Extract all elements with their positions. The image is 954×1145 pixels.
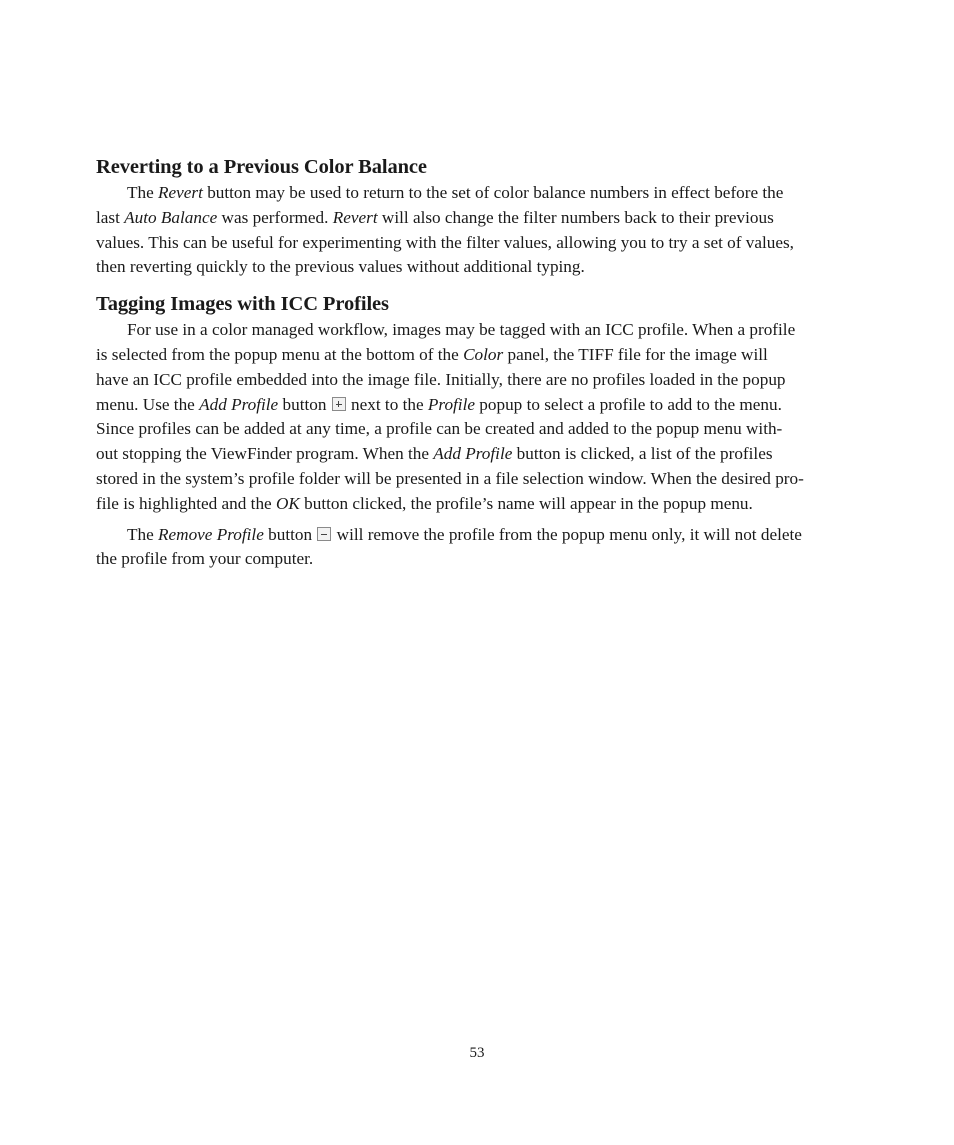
document-page	[96, 153, 858, 572]
text-line: file is highlighted and the OK button clicked, the profile’s name will appear in the popup menu.	[96, 493, 753, 513]
add-profile-icon	[332, 397, 346, 411]
italic-term: Profile	[427, 394, 475, 414]
paragraph-icc-profiles	[96, 318, 858, 516]
section-heading-reverting: Reverting to a Previous Color Balance	[96, 156, 427, 178]
text-line: Since profiles can be added at any time, a profile can be created and added to the popup menu with-	[96, 419, 783, 439]
italic-term: Add Profile	[199, 394, 279, 414]
remove-profile-icon	[317, 527, 331, 541]
text-line: out stopping the ViewFinder program. When the Add Profile button is clicked, a list of the profiles	[96, 444, 773, 464]
page-number: 53	[469, 1045, 485, 1061]
text-line: last Auto Balance was performed. Revert will also change the filter numbers back to their previous	[96, 207, 774, 227]
text-line: then reverting quickly to the previous values without additional typing.	[96, 257, 585, 277]
italic-term: Auto Balance	[124, 207, 218, 227]
paragraph-remove-profile	[96, 523, 858, 573]
text-line: stored in the system’s profile folder will be presented in a file selection window. When the desired pro-	[96, 468, 804, 488]
section-heading-icc: Tagging Images with ICC Profiles	[96, 293, 389, 316]
text-line: the profile from your computer.	[96, 549, 314, 569]
paragraph-revert	[96, 181, 858, 280]
text-line: For use in a color managed workflow, images may be tagged with an ICC profile. When a profile	[127, 320, 796, 340]
italic-term: Remove Profile	[158, 524, 264, 544]
italic-term: Revert	[332, 207, 378, 227]
text-line: have an ICC profile embedded into the image file. Initially, there are no profiles loaded in the popup	[96, 369, 786, 389]
italic-term: OK	[275, 493, 300, 513]
text-line: The Revert button may be used to return to the set of color balance numbers in effect before the	[127, 183, 784, 202]
italic-term: Color	[463, 344, 504, 364]
text-line: is selected from the popup menu at the bottom of the Color panel, the TIFF file for the image will	[96, 344, 768, 364]
text-line: menu. Use the Add Profile button next to the Profile popup to select a profile to add to the menu.	[96, 394, 782, 414]
text-line: values. This can be useful for experimenting with the filter values, allowing you to try a set of values,	[96, 232, 794, 252]
italic-term: Add Profile	[433, 444, 513, 464]
italic-term: Revert	[158, 183, 203, 202]
text-line: The Remove Profile button will remove the profile from the popup menu only, it will not delete	[127, 524, 802, 544]
